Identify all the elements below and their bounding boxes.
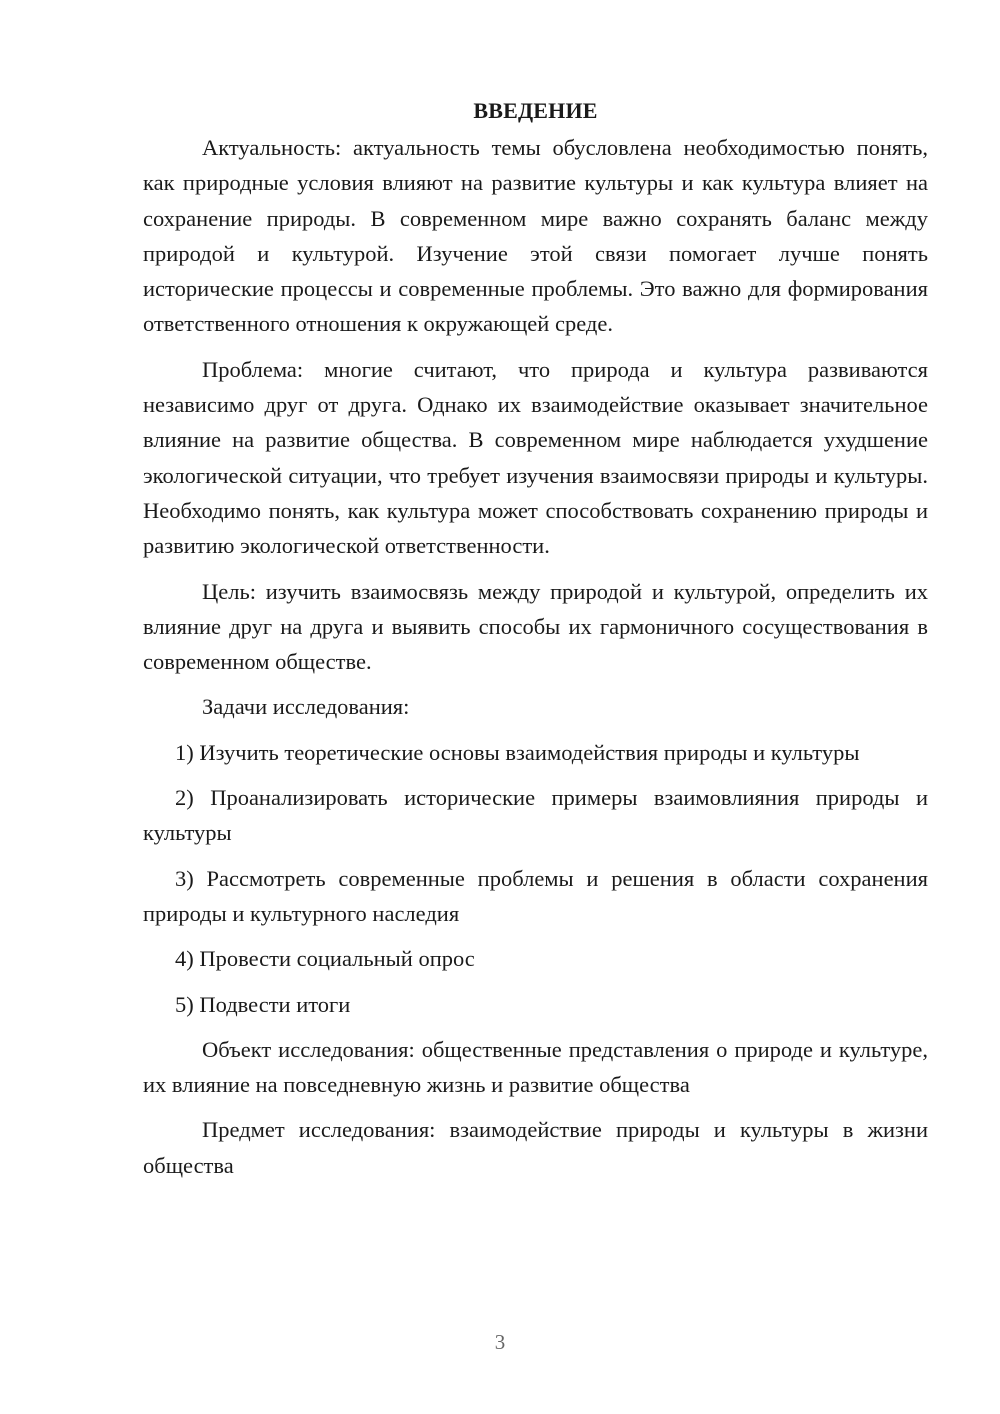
subject-paragraph: Предмет исследования: взаимодействие природы и культуры в жизни общества [143, 1117, 928, 1178]
page-content [143, 96, 928, 1193]
tasks-heading: Задачи исследования: [202, 694, 410, 720]
task-item: 1) Изучить теоретические основы взаимодействия природы и культуры [175, 739, 860, 765]
problem-paragraph: Проблема: многие считают, что природа и культура развиваются независимо друг от друга. Однако их взаимодействие оказывает значительное влияние на развитие общества. В современном мире наблюдается ухудшение экологической ситуации, что требует изучения взаимосвязи природы и культуры. Необходимо понять, как культура может способствовать сохранению природы и развитию экологической ответственности. [143, 356, 928, 559]
object-paragraph: Объект исследования: общественные представления о природе и культуре, их влияние на повседневную жизнь и развитие общества [143, 1036, 928, 1098]
task-item: 5) Подвести итоги [175, 991, 351, 1017]
task-item: 3) Рассмотреть современные проблемы и решения в области сохранения природы и культурного наследия [143, 865, 928, 926]
relevance-paragraph: Актуальность: актуальность темы обусловлена необходимостью понять, как природные условия влияют на развитие культуры и как культура влияет на сохранение природы. В современном мире важно сохранять баланс между природой и культурой. Изучение этой связи помогает лучше понять исторические процессы и современные проблемы. Это важно для формирования ответственного отношения к окружающей среде. [143, 135, 928, 337]
page-number: 3 [494, 1330, 506, 1354]
goal-paragraph: Цель: изучить взаимосвязь между природой и культурой, определить их влияние друг на друга и выявить способы их гармоничного сосуществования в современном обществе. [143, 578, 928, 675]
task-item: 2) Проанализировать исторические примеры взаимовлияния природы и культуры [143, 785, 928, 846]
section-title: ВВЕДЕНИЕ [473, 98, 598, 123]
task-item: 4) Провести социальный опрос [175, 946, 475, 972]
